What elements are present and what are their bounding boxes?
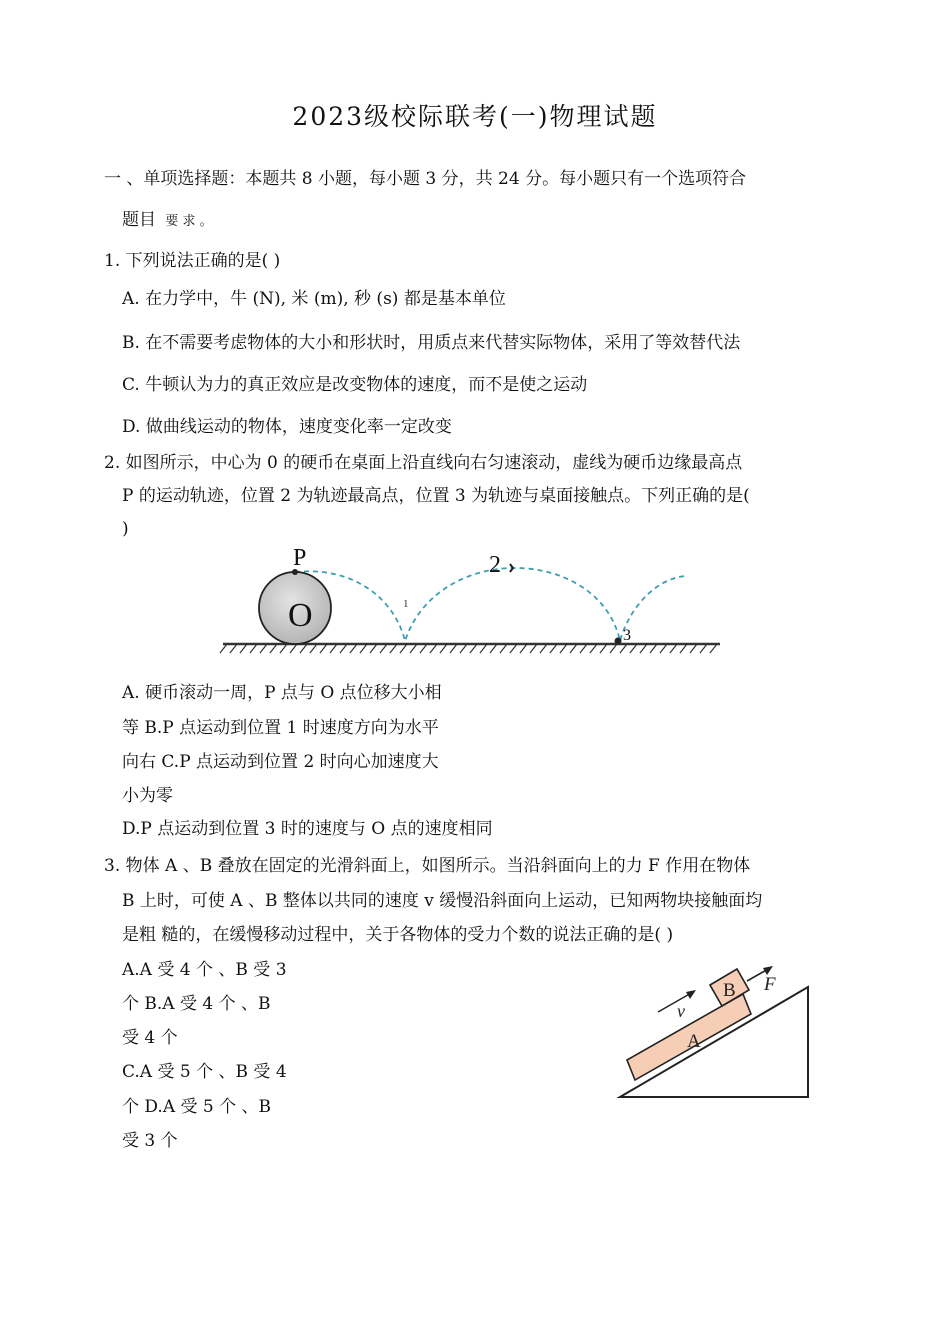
q3-options-line5: 个 D.A 受 5 个 、B [122,1097,272,1117]
incline [620,987,808,1097]
q2-options-line2: 等 B.P 点运动到位置 1 时速度方向为水平 [122,718,439,738]
q3-incline-figure [610,955,820,1105]
q2-stem-line2: P 的运动轨迹，位置 2 为轨迹最高点，位置 3 为轨迹与桌面接触点。下列正确的是( [122,486,750,506]
q2-stem-line1: 2. 如图所示，中心为 0 的硬币在桌面上沿直线向右匀速滚动，虚线为硬币边缘最高点 [104,453,743,473]
section-heading: 一 、单项选择题：本题共 8 小题，每小题 3 分，共 24 分。每小题只有一个选项符合 [104,169,747,189]
page-title: 2023级校际联考(一)物理试题 [292,102,658,131]
label-velocity-v: v [677,1001,685,1021]
section-heading-continued [122,207,213,235]
table-hatching [220,644,717,653]
label-o: O [288,597,313,634]
q1-option-b: B. 在不需要考虑物体的大小和形状时，用质点来代替实际物体，采用了等效替代法 [122,333,741,353]
q3-options-line1: A.A 受 4 个 、B 受 3 [122,960,287,980]
q2-coin-figure [215,540,735,665]
q1-option-d: D. 做曲线运动的物体，速度变化率一定改变 [122,417,452,437]
label-force-f: F [764,974,776,995]
q2-options-line5: D.P 点运动到位置 3 时的速度与 O 点的速度相同 [122,819,493,839]
label-block-b: B [723,980,736,1001]
q2-stem-line3: ) [122,519,129,539]
label-1: 1 [403,598,409,610]
q3-options-line3: 受 4 个 [122,1028,178,1048]
label-block-a: A [687,1031,701,1052]
label-p: P [293,545,307,571]
q2-options-line3: 向右 C.P 点运动到位置 2 时向心加速度大 [122,752,439,772]
section-heading-word: 题目 [122,210,156,230]
point-3-marker [615,638,622,645]
q3-options-line6: 受 3 个 [122,1131,178,1151]
q3-stem-line3: 是粗 糙的，在缓慢移动过程中，关于各物体的受力个数的说法正确的是( ) [122,925,674,945]
q3-stem-line1: 3. 物体 A 、B 叠放在固定的光滑斜面上，如图所示。当沿斜面向上的力 F 作用在物体 [104,856,751,876]
q2-options-line1: A. 硬币滚动一周，P 点与 O 点位移大小相 [122,683,442,703]
q1-option-a: A. 在力学中，牛 (N), 米 (m), 秒 (s) 都是基本单位 [122,289,506,309]
velocity-v-arrowhead [686,990,696,999]
q3-options-line2: 个 B.A 受 4 个 、B [122,994,271,1014]
label-3: 3 [623,627,631,644]
q3-options-line4: C.A 受 5 个 、B 受 4 [122,1062,287,1082]
label-2: 2 [489,552,501,578]
q1-option-c: C. 牛顿认为力的真正效应是改变物体的速度，而不是使之运动 [122,375,588,395]
q3-stem-line2: B 上时，可使 A 、B 整体以共同的速度 v 缓慢沿斜面向上运动，已知两物块接触面均 [122,891,763,911]
q1-stem: 1. 下列说法正确的是( ) [104,251,281,271]
section-heading-small: 要 求 。 [165,214,213,229]
q2-options-line4: 小为零 [122,786,173,806]
